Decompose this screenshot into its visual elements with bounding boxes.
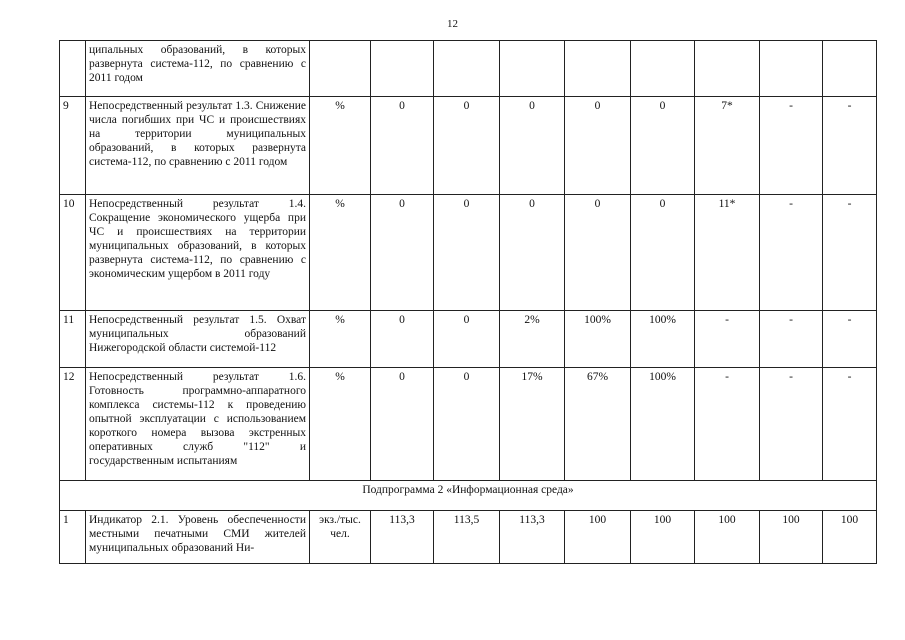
row-value: 0: [565, 97, 631, 195]
row-value: 100: [760, 511, 823, 564]
row-number: 1: [60, 511, 86, 564]
row-value: 0: [371, 195, 434, 311]
row-value: 17%: [500, 368, 565, 481]
row-value: 0: [434, 97, 500, 195]
row-value: 0: [631, 97, 695, 195]
table-row: [60, 97, 877, 195]
row-number: 12: [60, 368, 86, 481]
row-unit: %: [310, 97, 371, 195]
row-number: 11: [60, 311, 86, 368]
row-description: Непосредственный результат 1.5. Охват муниципальных образований Нижегородской области системой-112: [86, 311, 310, 368]
row-value: 113,3: [500, 511, 565, 564]
row-number: 10: [60, 195, 86, 311]
row-value: 0: [500, 97, 565, 195]
row-value: 100: [823, 511, 877, 564]
row-unit: экз./тыс. чел.: [310, 511, 371, 564]
row-value: [434, 41, 500, 97]
table-row: [60, 311, 877, 368]
row-value: 100: [631, 511, 695, 564]
table-row: [60, 195, 877, 311]
row-value: 11*: [695, 195, 760, 311]
row-value: 67%: [565, 368, 631, 481]
row-value: [695, 41, 760, 97]
table-row: [60, 368, 877, 481]
section-header-row: [60, 481, 877, 511]
row-unit: %: [310, 195, 371, 311]
row-value: 0: [434, 311, 500, 368]
row-value: -: [760, 311, 823, 368]
row-value: [500, 41, 565, 97]
row-number: [60, 41, 86, 97]
row-number: 9: [60, 97, 86, 195]
row-description: Непосредственный результат 1.4. Сокращение экономического ущерба при ЧС и происшествиях на территории муниципальных образований, в которых развернута система-112, по сравнению с экономическим ущербом в 2011 году: [86, 195, 310, 311]
row-value: 0: [631, 195, 695, 311]
row-value: 0: [434, 195, 500, 311]
row-unit: %: [310, 311, 371, 368]
row-value: 7*: [695, 97, 760, 195]
row-description: Непосредственный результат 1.6. Готовность программно-аппаратного комплекса системы-112 к проведению опытной эксплуатации с использованием короткого номера вызова экстренных оперативных служб "112" и государственным испытаниям: [86, 368, 310, 481]
row-unit: [310, 41, 371, 97]
row-value: 100%: [631, 368, 695, 481]
row-value: 0: [371, 311, 434, 368]
row-value: [823, 41, 877, 97]
row-value: [631, 41, 695, 97]
row-value: 0: [371, 368, 434, 481]
row-value: -: [823, 195, 877, 311]
row-value: 0: [371, 97, 434, 195]
row-value: -: [823, 311, 877, 368]
row-unit: %: [310, 368, 371, 481]
row-value: [371, 41, 434, 97]
row-value: [565, 41, 631, 97]
row-value: 100%: [631, 311, 695, 368]
row-value: -: [695, 311, 760, 368]
row-value: 100%: [565, 311, 631, 368]
row-value: -: [695, 368, 760, 481]
indicators-table: [59, 40, 877, 564]
row-value: 0: [565, 195, 631, 311]
row-value: -: [760, 97, 823, 195]
row-value: -: [823, 368, 877, 481]
row-value: 100: [565, 511, 631, 564]
row-value: 113,3: [371, 511, 434, 564]
table-row: [60, 41, 877, 97]
row-description: ципальных образований, в которых развернута система-112, по сравнению с 2011 годом: [86, 41, 310, 97]
row-description: Непосредственный результат 1.3. Снижение числа погибших при ЧС и происшествиях на территории муниципальных образований, в которых развернута система-112, по сравнению с 2011 годом: [86, 97, 310, 195]
row-value: 113,5: [434, 511, 500, 564]
section-title: Подпрограмма 2 «Информационная среда»: [60, 481, 877, 511]
row-value: 2%: [500, 311, 565, 368]
row-value: -: [823, 97, 877, 195]
row-value: 100: [695, 511, 760, 564]
row-value: -: [760, 368, 823, 481]
row-value: [760, 41, 823, 97]
row-description: Индикатор 2.1. Уровень обеспеченности местными печатными СМИ жителей муниципальных образований Ни-: [86, 511, 310, 564]
row-value: 0: [434, 368, 500, 481]
table-row: [60, 511, 877, 564]
row-value: 0: [500, 195, 565, 311]
page-number: 12: [447, 18, 458, 30]
row-value: -: [760, 195, 823, 311]
